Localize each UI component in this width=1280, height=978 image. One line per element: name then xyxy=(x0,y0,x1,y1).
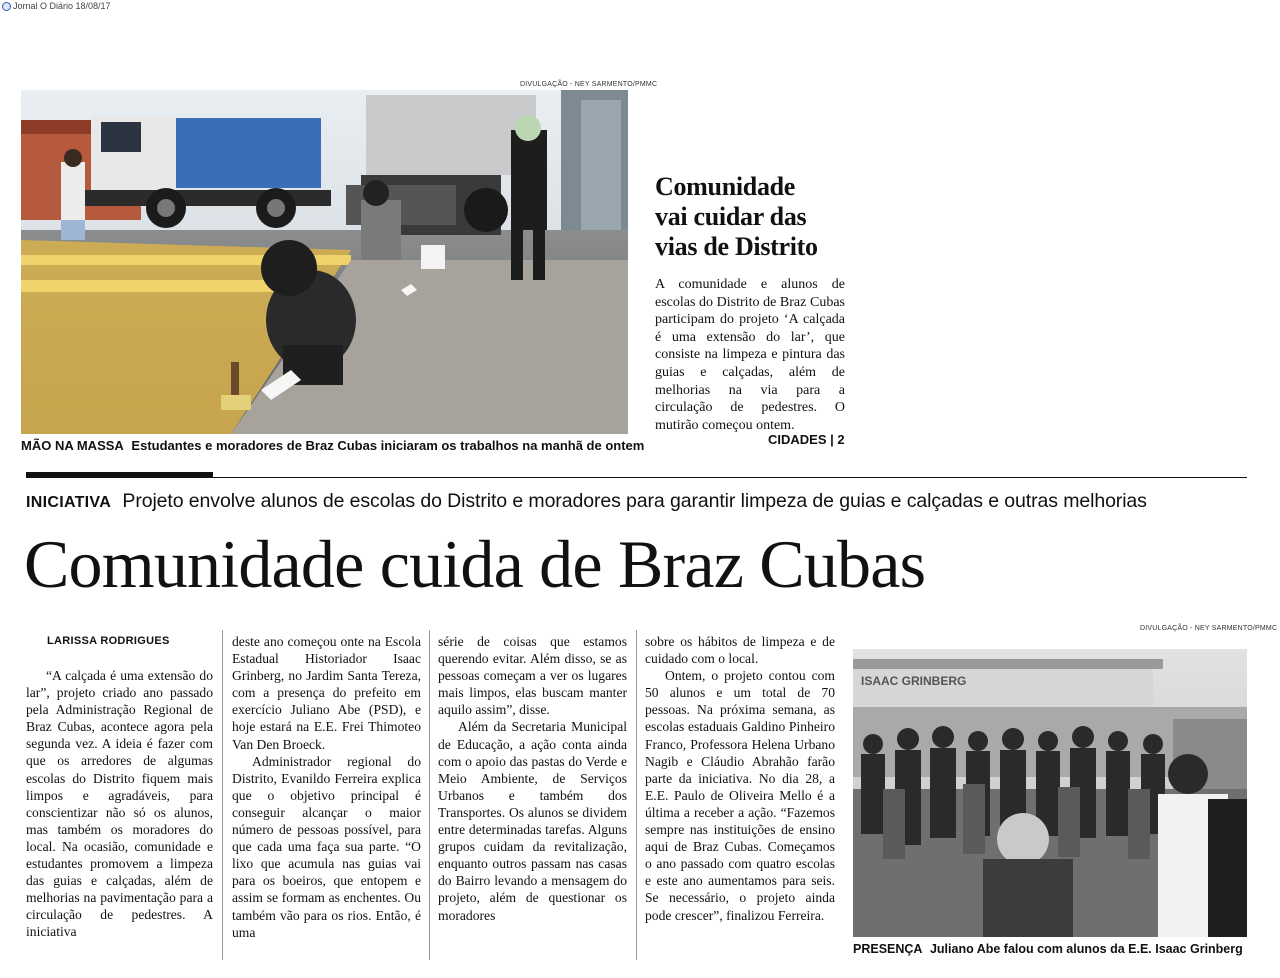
column-divider xyxy=(429,630,430,960)
article-column-1 xyxy=(26,667,213,941)
school-sign-text: ISAAC GRINBERG xyxy=(861,674,967,688)
paragraph: sobre os hábitos de limpeza e de cuidado com o local. xyxy=(645,634,835,667)
side-headline-line-2: vai cuidar das xyxy=(655,202,807,231)
top-photo xyxy=(21,90,628,434)
top-photo-credit: DIVULGAÇÃO - NEY SARMENTO/PMMC xyxy=(520,81,658,88)
article-column-2 xyxy=(232,633,421,941)
masthead-label: Jornal O Diário 18/08/17 xyxy=(13,1,111,11)
side-story-body: A comunidade e alunos de escolas do Distrito de Braz Cubas participam do projeto ‘A calçada é uma extensão do lar’, que consiste na limpeza e pintura das guias e calçadas, além de melhorias na via para a circulação de pedestres. O mutirão começou ontem. xyxy=(655,277,845,433)
street-cleaning-photo xyxy=(21,90,628,434)
article-column-3 xyxy=(438,633,627,924)
article-kicker: INICIATIVA xyxy=(26,494,112,511)
side-headline-line-1: Comunidade xyxy=(655,172,796,201)
main-headline[interactable]: Comunidade cuida de Braz Cubas xyxy=(24,526,926,602)
article-kicker-line xyxy=(26,490,1256,513)
column-divider xyxy=(222,630,223,960)
paragraph: Além da Secretaria Municipal de Educação, a ação conta ainda com o apoio das pastas do Verde e Meio Ambiente, de Serviços Urbanos e também dos Transportes. Os alunos se dividem entre determinadas tarefas. Alguns grupos cuidam da revitalização, enquanto outros passam nas casas do Bairro levando a mensagem do projeto, além de questionar os moradores xyxy=(438,719,627,923)
top-caption-kicker: MÃO NA MASSA xyxy=(21,438,124,453)
side-story-headline[interactable] xyxy=(655,172,855,262)
bottom-photo-caption xyxy=(853,942,1243,956)
column-divider xyxy=(636,630,637,960)
bottom-caption-kicker: PRESENÇA xyxy=(853,942,923,956)
paragraph: Ontem, o projeto contou com 50 alunos e um total de 70 pessoas. Na próxima semana, as escolas estaduais Galdino Pinheiro Franco, Professora Helena Urbano Nagib e Cláudio Abrahão farão parte da iniciativa. No dia 28, a E.E. Paulo de Oliveira Mello é a última a receber a ação. “Fazemos sempre nas instituições de ensino aqui de Braz Cubas. Começamos o ano passado com quatro escolas e este ano aumentamos para seis. Se necessário, o projeto ainda pode crescer”, finalizou Ferreira. xyxy=(645,668,835,923)
masthead xyxy=(2,1,111,11)
paragraph: série de coisas que estamos querendo evitar. Além disso, se as pessoas começam a ver os lugares mais limpos, elas buscam manter aquilo assim”, disse. xyxy=(438,634,627,718)
article-subhead: Projeto envolve alunos de escolas do Distrito e moradores para garantir limpeza de guias e calçadas e outras melhorias xyxy=(122,490,1147,512)
section-thin-rule xyxy=(213,477,1247,478)
bottom-photo xyxy=(853,649,1247,937)
school-meeting-photo xyxy=(853,649,1247,937)
bottom-caption-text: Juliano Abe falou com alunos da E.E. Isaac Grinberg xyxy=(929,942,1243,956)
paragraph: Administrador regional do Distrito, Evanildo Ferreira explica que o objetivo principal é conseguir alcançar o maior número de pessoas possível, para que cada uma faça sua parte. “O lixo que acumula nas guias vai para os boeiros, que entopem e assim se formam as enchentes. Ou também vão para os rios. Então, é uma xyxy=(232,753,421,940)
side-headline-line-3: vias de Distrito xyxy=(655,232,818,261)
byline: LARISSA RODRIGUES xyxy=(47,635,170,647)
newspaper-logo-icon xyxy=(2,2,11,11)
article-column-4 xyxy=(645,633,835,924)
bottom-photo-credit: DIVULGAÇÃO - NEY SARMENTO/PMMC xyxy=(1140,625,1278,632)
top-caption-text: Estudantes e moradores de Braz Cubas iniciaram os trabalhos na manhã de ontem xyxy=(131,438,645,453)
section-thick-bar xyxy=(26,472,213,478)
top-photo-caption xyxy=(21,438,644,453)
side-story-section-ref[interactable]: CIDADES | 2 xyxy=(768,432,845,447)
paragraph: “A calçada é uma extensão do lar”, projeto criado ano passado pela Administração Regional de Braz Cubas, acontece agora pela segunda vez. A ideia é fazer com que os arredores de algumas escolas do Distrito fiquem mais limpos e agradáveis, para conscientizar não só os alunos, mas também os moradores do local. Na ocasião, comunidade e estudantes promovem a limpeza das guias e calçadas, além de melhorias na pavimentação para a circulação de pedestres. A iniciativa xyxy=(26,668,213,940)
paragraph: deste ano começou onte na Escola Estadual Historiador Isaac Grinberg, no Jardim Santa Tereza, com a presença do prefeito em exercício Juliano Abe (PSD), e hoje estará na E.E. Frei Thimoteo Van Den Broeck. xyxy=(232,634,421,752)
